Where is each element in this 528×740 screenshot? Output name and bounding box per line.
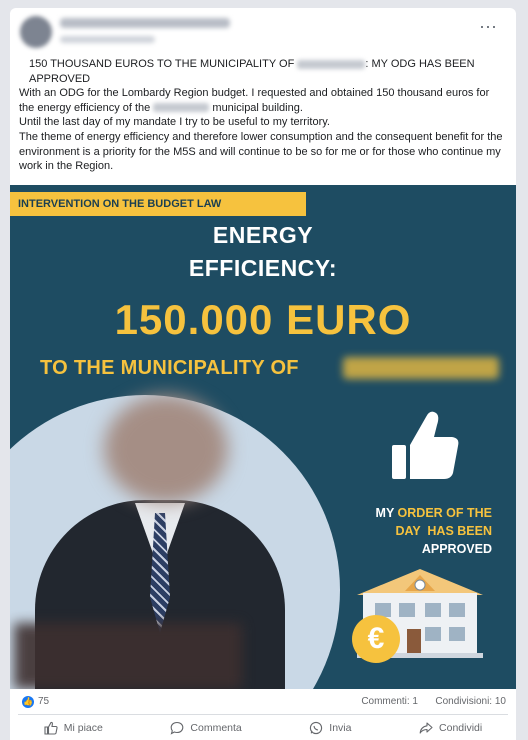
- post-card: [10, 8, 516, 740]
- divider: [18, 714, 508, 715]
- budget-banner: INTERVENTION ON THE BUDGET LAW: [10, 192, 306, 216]
- order-line-2: DAY HAS BEEN: [395, 524, 492, 538]
- post-actions: [10, 716, 516, 740]
- post-title-line: [19, 57, 505, 86]
- municipality-text: TO THE MUNICIPALITY OF: [40, 357, 299, 379]
- order-approved-text: [355, 504, 492, 558]
- more-options-button[interactable]: ···: [479, 16, 497, 36]
- order-highlight: ORDER OF THE: [397, 506, 492, 520]
- whatsapp-icon: [309, 721, 323, 735]
- post-title-suffix: : MY ODG HAS BEEN APPROVED: [29, 58, 475, 85]
- author-name-blurred[interactable]: [60, 18, 230, 28]
- euro-coin-icon: €: [352, 615, 400, 663]
- order-line-3: APPROVED: [421, 542, 492, 556]
- thumbs-up-icon: [44, 721, 58, 735]
- avatar[interactable]: [20, 16, 52, 48]
- blurred-municipality: [343, 357, 499, 379]
- post-header: [10, 8, 516, 54]
- like-reaction-icon[interactable]: 👍: [23, 697, 33, 706]
- post-line-2: Until the last day of my mandate I try to be useful to my territory.: [19, 116, 330, 129]
- post-line-3: The theme of energy efficiency and therefore lower consumption and the consequent benefit for the environment is a priority for the M5S and will continue to be so for me or for those who continue my work in the Region.: [19, 130, 503, 173]
- blurred-name-label: [14, 623, 242, 689]
- send-button[interactable]: [309, 716, 351, 740]
- headline-energy: ENERGY: [212, 222, 314, 248]
- post-meta-blurred: [60, 36, 155, 43]
- post-line-1-suffix: municipal building.: [212, 101, 303, 114]
- send-label: Invia: [329, 722, 352, 734]
- share-button[interactable]: [419, 716, 482, 740]
- post-stats: [10, 691, 516, 713]
- thumbs-up-icon: [390, 407, 460, 483]
- comment-icon: [170, 721, 184, 735]
- comment-label: Commenta: [190, 722, 242, 734]
- comments-count[interactable]: Commenti: 1: [361, 696, 418, 707]
- share-label: Condividi: [439, 722, 483, 734]
- blurred-municipality: [297, 60, 365, 69]
- shares-count[interactable]: Condivisioni: 10: [435, 696, 506, 707]
- reaction-count[interactable]: 75: [38, 696, 50, 707]
- post-graphic[interactable]: [10, 185, 516, 689]
- post-line-1: [19, 86, 505, 115]
- blurred-municipality: [153, 103, 209, 112]
- blurred-face: [104, 395, 228, 503]
- post-line-1-text: With an ODG for the Lombardy Region budget. I requested and obtained 150 thousand euros for the energy efficiency of the: [19, 87, 490, 114]
- comment-button[interactable]: [170, 716, 241, 740]
- order-my: MY: [375, 506, 395, 520]
- headline-efficiency: EFFICIENCY:: [188, 255, 338, 281]
- like-label: Mi piace: [63, 722, 103, 734]
- share-arrow-icon: [419, 721, 433, 735]
- amount-text: 150.000 EURO: [114, 296, 412, 343]
- post-text: [19, 57, 505, 174]
- order-line-1: [355, 504, 492, 522]
- like-button[interactable]: [44, 716, 103, 740]
- post-title-prefix: 150 THOUSAND EUROS TO THE MUNICIPALITY OF: [29, 58, 295, 70]
